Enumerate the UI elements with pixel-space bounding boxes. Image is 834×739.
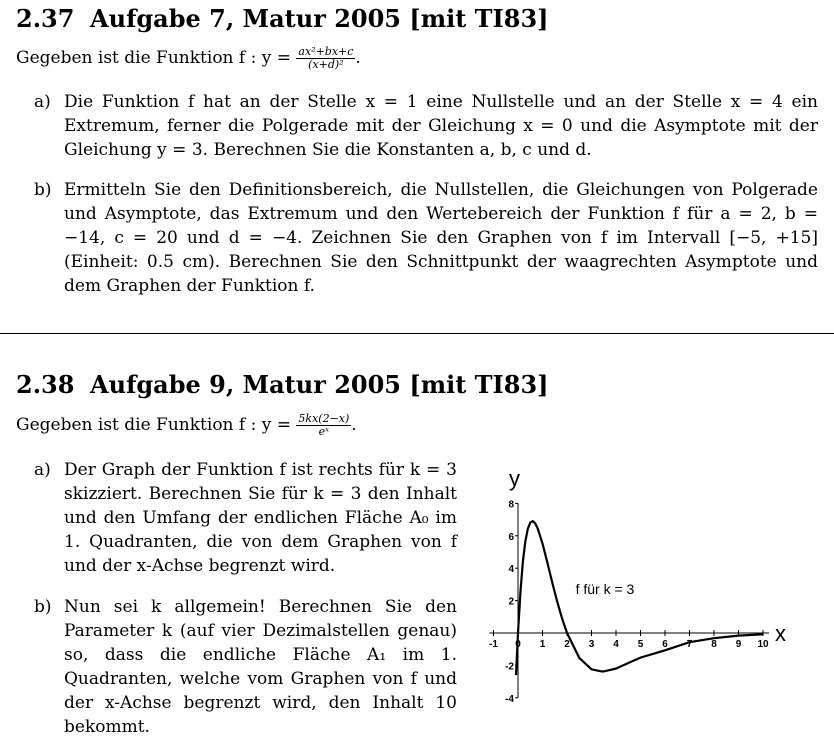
x-tick-label: 1 xyxy=(539,639,546,650)
y-tick-label: 8 xyxy=(508,499,514,511)
intro-suffix: . xyxy=(355,48,361,68)
x-tick-label: 2 xyxy=(564,639,570,650)
x-axis-label: x xyxy=(775,621,786,646)
x-tick-label: 5 xyxy=(637,639,644,650)
section-heading: Aufgabe 7, Matur 2005 [mit TI83] xyxy=(90,4,549,33)
y-tick-label: 4 xyxy=(508,564,514,576)
task-text: Die Funktion f hat an der Stelle x = 1 eine Nullstelle und an der Stelle x = 4 ein Extremum, ferner die Polgerade mit der Gleichung x = 0 und die Asymptote mit der Gleichung y = 3. Berechnen Sie die Konstanten a, b, c und d. xyxy=(64,92,818,160)
task-label: b) xyxy=(34,180,52,200)
x-tick-label: 3 xyxy=(588,639,595,650)
graph-annotation: f für k = 3 xyxy=(575,581,635,598)
task-label: a) xyxy=(34,92,51,112)
function-definition xyxy=(16,46,361,71)
x-tick-label: -1 xyxy=(489,639,498,650)
function-definition xyxy=(16,413,357,438)
task-label: a) xyxy=(34,460,51,480)
x-tick-label: 10 xyxy=(757,639,769,650)
x-tick-label: 6 xyxy=(662,639,668,650)
fraction xyxy=(296,46,355,71)
fraction xyxy=(296,413,351,438)
y-tick-label: -4 xyxy=(505,693,514,705)
y-axis-label: y xyxy=(509,466,520,491)
task-label: b) xyxy=(34,597,52,617)
intro-text: Gegeben ist die Funktion f : y = xyxy=(16,48,297,68)
x-tick-label: 7 xyxy=(686,639,693,650)
task-item xyxy=(34,458,457,578)
task-item xyxy=(34,178,818,298)
fraction-denominator: (x+d)² xyxy=(308,58,344,71)
task-text: Der Graph der Funktion f ist rechts für k = 3 skizziert. Berechnen Sie für k = 3 den Inhalt und den Umfang der endlichen Fläche A₀ im 1. Quadranten, die von dem Graphen von f und der x-Achse begrenzt wird. xyxy=(64,460,457,576)
fraction-numerator: ax²+bx+c xyxy=(298,45,354,58)
task-text: Ermitteln Sie den Definitionsbereich, die Nullstellen, die Gleichungen von Polgerade und Asymptote, das Extremum und den Wertebereich der Funktion f für a = 2, b = −14, c = 20 und d = −4. Zeichnen Sie den Graphen von f im Intervall [−5, +15] (Einheit: 0.5 cm). Berechnen Sie den Schnittpunkt der waagrechten Asymptote und dem Graphen der Funktion f. xyxy=(64,180,818,296)
y-tick-label: 6 xyxy=(508,531,514,543)
section-heading: Aufgabe 9, Matur 2005 [mit TI83] xyxy=(90,370,549,399)
fraction-numerator: 5kx(2−x) xyxy=(298,412,350,425)
intro-text: Gegeben ist die Funktion f : y = xyxy=(16,415,297,435)
task-item xyxy=(34,90,818,162)
x-tick-label: 4 xyxy=(613,639,619,650)
x-tick-label: 0 xyxy=(515,639,521,650)
intro-suffix: . xyxy=(351,415,357,435)
function-curve xyxy=(516,521,763,675)
section-title xyxy=(16,370,549,399)
x-tick-label: 8 xyxy=(711,639,717,650)
y-tick-label: 2 xyxy=(508,596,514,608)
fraction-denominator: eˣ xyxy=(318,425,330,438)
section-number: 2.37 xyxy=(16,4,75,33)
task-text: Nun sei k allgemein! Berechnen Sie den Parameter k (auf vier Dezimalstellen genau) so, dass die endliche Fläche A₁ im 1. Quadranten, welche vom Graphen von f und der x-Achse begrenzt wird, den Inhalt 10 bekommt. xyxy=(64,597,457,737)
task-item xyxy=(34,595,457,739)
section-divider xyxy=(0,333,834,334)
y-tick-label: -2 xyxy=(505,661,514,673)
function-graph xyxy=(480,462,810,712)
section-number: 2.38 xyxy=(16,370,75,399)
section-title xyxy=(16,4,549,33)
x-tick-label: 9 xyxy=(735,639,742,650)
